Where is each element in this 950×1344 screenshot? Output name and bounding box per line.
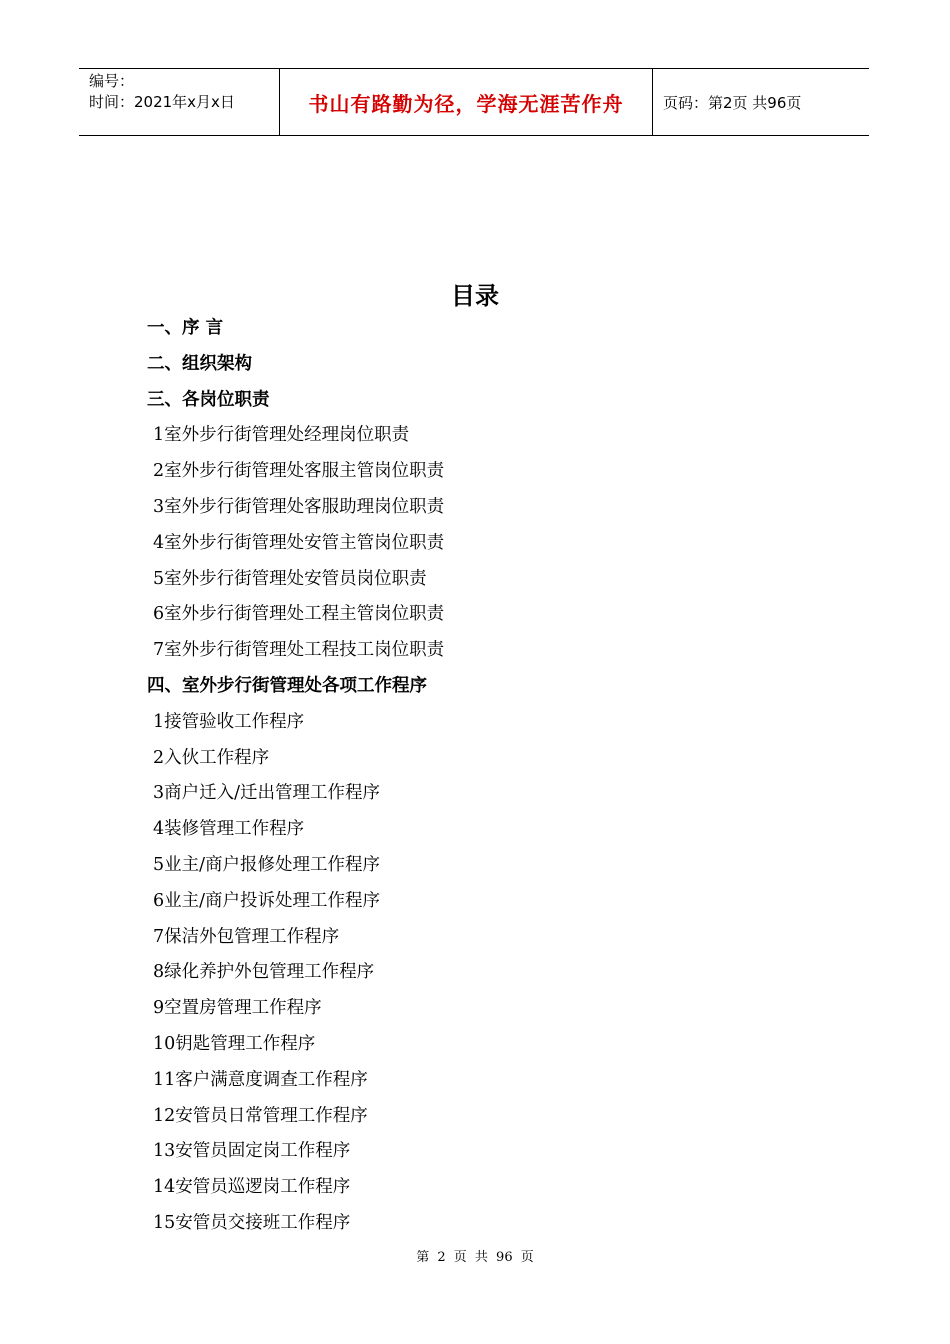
toc-entry: 8绿化养护外包管理工作程序: [153, 962, 375, 983]
toc-entry: 2入伙工作程序: [153, 747, 270, 768]
toc-entry: 14安管员巡逻岗工作程序: [153, 1177, 351, 1198]
toc-section-heading: 四、室外步行街管理处各项工作程序: [147, 675, 427, 696]
toc-entry: 1室外步行街管理处经理岗位职责: [153, 425, 410, 446]
toc-entry: 5业主/商户报修处理工作程序: [153, 854, 381, 875]
toc-entry: 6室外步行街管理处工程主管岗位职责: [153, 604, 445, 625]
toc-section-heading: 二、组织架构: [147, 353, 252, 374]
table-of-contents: [147, 311, 827, 1242]
toc-entry: 13安管员固定岗工作程序: [153, 1141, 351, 1162]
toc-entry: 4装修管理工作程序: [153, 819, 305, 840]
toc-entry: 3室外步行街管理处客服助理岗位职责: [153, 496, 445, 517]
page-title: 目录: [451, 282, 499, 310]
toc-section-heading: 一、序 言: [147, 318, 224, 338]
toc-entry: 10钥匙管理工作程序: [153, 1033, 316, 1054]
toc-entry: 12安管员日常管理工作程序: [153, 1105, 368, 1126]
document-number-label: 编号：: [89, 72, 135, 90]
page-header: [79, 68, 869, 136]
toc-entry: 2室外步行街管理处客服主管岗位职责: [153, 461, 445, 482]
page-footer: 第 2 页 共 96 页: [416, 1250, 534, 1265]
toc-entry: 5室外步行街管理处安管员岗位职责: [153, 568, 427, 589]
header-motto: 书山有路勤为径，学海无涯苦作舟: [280, 69, 653, 135]
toc-entry: 7室外步行街管理处工程技工岗位职责: [153, 640, 445, 661]
toc-entry: 9空置房管理工作程序: [153, 998, 322, 1019]
toc-entry: 3商户迁入/迁出管理工作程序: [153, 783, 381, 804]
toc-entry: 11客户满意度调查工作程序: [153, 1069, 368, 1090]
header-meta: [79, 69, 280, 135]
toc-section-heading: 三、各岗位职责: [147, 389, 270, 410]
toc-entry: 7保洁外包管理工作程序: [153, 926, 340, 947]
toc-entry: 15安管员交接班工作程序: [153, 1212, 351, 1233]
header-page-info: 页码：第2页 共96页: [663, 93, 802, 112]
toc-entry: 6业主/商户投诉处理工作程序: [153, 890, 381, 911]
toc-entry: 1接管验收工作程序: [153, 711, 305, 732]
toc-entry: 4室外步行街管理处安管主管岗位职责: [153, 532, 445, 553]
document-time: 时间：2021年x月x日: [89, 93, 235, 111]
